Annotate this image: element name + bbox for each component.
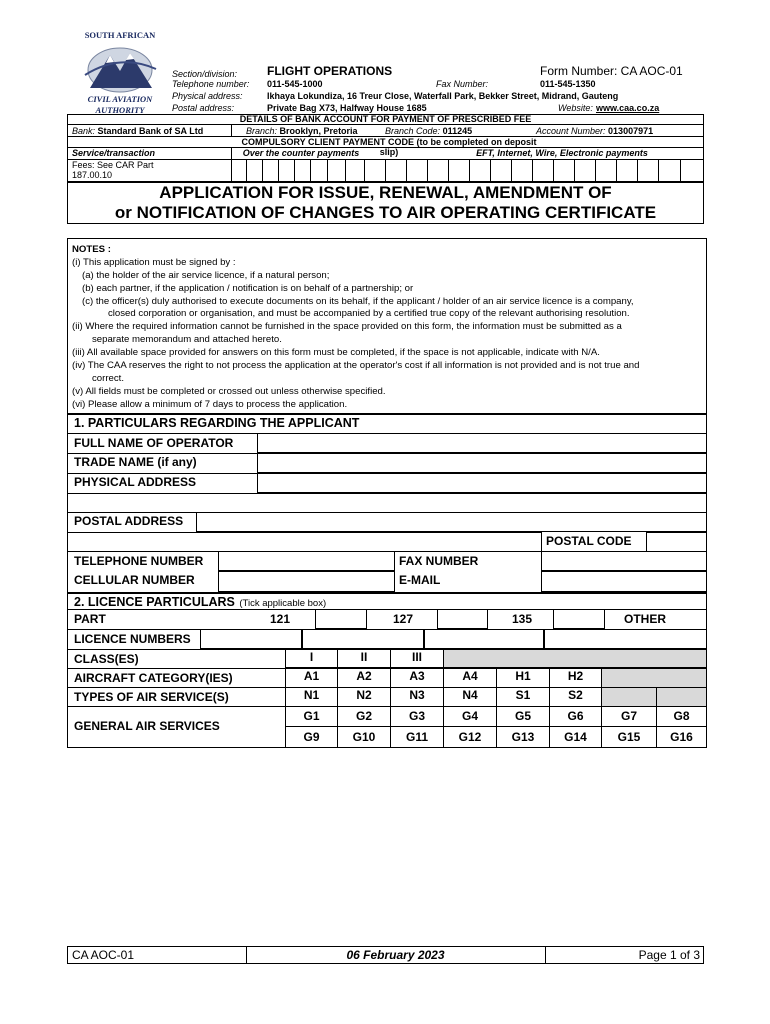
note-1c-line-2: closed corporation or organisation, and must be accompanied by a certified true copy of the relevant authorising resolution.: [108, 308, 630, 319]
general-g9[interactable]: G9: [285, 726, 338, 748]
postal-value: Private Bag X73, Halfway House 1685: [267, 103, 427, 113]
note-3: (iii) All available space provided for answers on this form must be completed, if the space is not applicable, indicate with N/A.: [72, 347, 600, 358]
category-a2[interactable]: A2: [337, 668, 391, 688]
telephone-value: 011-545-1000: [267, 79, 323, 89]
category-unused-area: [601, 668, 707, 688]
aircraft-category-label: AIRCRAFT CATEGORY(IES): [74, 671, 233, 685]
branch: [246, 126, 358, 136]
general-g12[interactable]: G12: [443, 726, 497, 748]
air-services-types-label: TYPES OF AIR SERVICE(S): [74, 690, 229, 704]
type-n4[interactable]: N4: [443, 687, 497, 707]
licence-number-field-4[interactable]: [544, 629, 707, 649]
general-g1[interactable]: G1: [285, 706, 338, 727]
part-other: OTHER: [624, 612, 666, 626]
class-i[interactable]: I: [285, 649, 338, 668]
footer-page-number: Page 1 of 3: [638, 948, 700, 962]
title-line-2: or NOTIFICATION OF CHANGES TO AIR OPERATING CERTIFICATE: [114, 203, 657, 222]
website-label: Website:: [558, 103, 593, 113]
type-n3[interactable]: N3: [390, 687, 444, 707]
general-g15[interactable]: G15: [601, 726, 657, 748]
fax-value: 011-545-1350: [540, 79, 596, 89]
section-label: Section/division:: [172, 69, 238, 79]
branch-code-label: Branch Code:: [385, 126, 441, 136]
email-label: E-MAIL: [399, 573, 441, 587]
general-g13[interactable]: G13: [496, 726, 550, 748]
type-unused-area-2: [656, 687, 707, 707]
physical-address-field-1[interactable]: [257, 473, 707, 493]
classes-label: CLASS(ES): [74, 652, 139, 666]
footer-form-number: CA AOC-01: [72, 948, 135, 962]
note-2-line-1: (ii) Where the required information cannot be furnished in the space provided on this form, the information must be submitted as a: [72, 321, 622, 332]
note-5: (v) All fields must be completed or crossed out unless otherwise specified.: [72, 386, 386, 397]
postal-address-field-1[interactable]: [196, 512, 707, 532]
postal-address-label: POSTAL ADDRESS: [74, 514, 184, 528]
type-s2[interactable]: S2: [549, 687, 602, 707]
note-6: (vi) Please allow a minimum of 7 days to process the application.: [72, 399, 348, 410]
note-4-line-1: (iv) The CAA reserves the right to not process the application at the operator's cost if all information is not provided and is not true and: [72, 360, 640, 371]
logo-mountain-icon: [80, 43, 160, 98]
postal-address-field-2[interactable]: [67, 532, 542, 552]
general-g6[interactable]: G6: [549, 706, 602, 727]
telephone-label: Telephone number:: [172, 79, 250, 89]
category-a1[interactable]: A1: [285, 668, 338, 688]
payment-code-title: COMPULSORY CLIENT PAYMENT CODE (to be completed on deposit slip): [241, 137, 537, 157]
part-121-checkbox[interactable]: [315, 609, 367, 629]
part-label: PART: [74, 612, 106, 626]
section-2-heading: 2. LICENCE PARTICULARS: [74, 595, 235, 609]
general-g3[interactable]: G3: [390, 706, 444, 727]
telephone-number-field[interactable]: [218, 551, 395, 571]
note-4-line-2: correct.: [92, 373, 124, 384]
account-value: 013007971: [608, 126, 654, 136]
branch-code-value: 011245: [442, 126, 473, 136]
general-g14[interactable]: G14: [549, 726, 602, 748]
full-name-field[interactable]: [257, 433, 707, 453]
notes-heading: NOTES :: [72, 244, 111, 255]
general-g5[interactable]: G5: [496, 706, 550, 727]
cellular-number-label: CELLULAR NUMBER: [74, 573, 195, 587]
class-unused-area: [443, 649, 707, 668]
bank-value: Standard Bank of SA Ltd: [97, 126, 204, 136]
physical-address-field-2[interactable]: [67, 493, 707, 513]
section-value: FLIGHT OPERATIONS: [267, 64, 393, 78]
caa-logo: [70, 30, 170, 120]
general-g8[interactable]: G8: [656, 706, 707, 727]
licence-number-field-3[interactable]: [424, 629, 544, 649]
physical-address-label: PHYSICAL ADDRESS: [74, 475, 197, 489]
logo-text-top: SOUTH AFRICAN: [84, 30, 156, 40]
note-1c-line-1: (c) the officer(s) duly authorised to execute documents on its behalf, if the applicant / holder of an air service licence is a company,: [82, 296, 634, 307]
licence-number-field-2[interactable]: [302, 629, 424, 649]
section-2-hint: (Tick applicable box): [239, 598, 327, 609]
section-1-heading: 1. PARTICULARS REGARDING THE APPLICANT: [74, 416, 360, 430]
note-1: (i) This application must be signed by :: [72, 257, 236, 268]
category-h2[interactable]: H2: [549, 668, 602, 688]
counter-payments-label: Over the counter payments: [242, 148, 360, 158]
part-127-checkbox[interactable]: [437, 609, 488, 629]
category-a4[interactable]: A4: [443, 668, 497, 688]
branch-label: Branch:: [246, 126, 278, 136]
trade-name-label: TRADE NAME (if any): [74, 455, 197, 469]
postal-code-field[interactable]: [646, 532, 707, 552]
account-label: Account Number:: [536, 126, 606, 136]
general-g7[interactable]: G7: [601, 706, 657, 727]
full-name-label: FULL NAME OF OPERATOR: [74, 436, 234, 450]
postal-code-label: POSTAL CODE: [546, 534, 632, 548]
part-121: 121: [269, 612, 291, 626]
cellular-number-field[interactable]: [218, 571, 395, 592]
category-h1[interactable]: H1: [496, 668, 550, 688]
class-iii[interactable]: III: [390, 649, 444, 668]
website-link[interactable]: www.caa.co.za: [596, 103, 660, 113]
type-s1[interactable]: S1: [496, 687, 550, 707]
note-2-line-2: separate memorandum and attached hereto.: [92, 334, 282, 345]
postal-label: Postal address:: [172, 103, 235, 113]
fees-line-1: Fees: See CAR Part: [72, 160, 154, 170]
fees-line-2: 187.00.10: [72, 170, 113, 180]
bank-label: Bank:: [72, 126, 96, 136]
physical-label: Physical address:: [172, 91, 243, 101]
logo-text-bottom-2: AUTHORITY: [95, 105, 145, 115]
note-1a: (a) the holder of the air service licence, if a natural person;: [82, 270, 330, 281]
part-135-checkbox[interactable]: [553, 609, 605, 629]
bank-title: DETAILS OF BANK ACCOUNT FOR PAYMENT OF PRESCRIBED FEE: [239, 114, 532, 124]
general-g11[interactable]: G11: [390, 726, 444, 748]
bank-name: [72, 126, 203, 136]
logo-text-bottom-1: CIVIL AVIATION: [87, 94, 153, 104]
part-127: 127: [392, 612, 414, 626]
telephone-number-label: TELEPHONE NUMBER: [74, 554, 204, 568]
branch-code: [385, 126, 472, 136]
class-ii[interactable]: II: [337, 649, 391, 668]
licence-numbers-label: LICENCE NUMBERS: [74, 632, 191, 646]
part-135: 135: [511, 612, 533, 626]
fax-label: Fax Number:: [436, 79, 489, 89]
account-number: [536, 126, 653, 136]
fax-number-label: FAX NUMBER: [399, 554, 479, 568]
physical-value: Ikhaya Lokundiza, 16 Treur Close, Waterfall Park, Bekker Street, Midrand, Gauteng: [267, 91, 619, 101]
general-g10[interactable]: G10: [337, 726, 391, 748]
general-g16[interactable]: G16: [656, 726, 707, 748]
general-g4[interactable]: G4: [443, 706, 497, 727]
licence-number-field-1[interactable]: [200, 629, 302, 649]
type-unused-area-1: [601, 687, 657, 707]
general-air-services-label: GENERAL AIR SERVICES: [74, 719, 220, 733]
type-n2[interactable]: N2: [337, 687, 391, 707]
fax-number-field[interactable]: [541, 551, 707, 571]
category-a3[interactable]: A3: [390, 668, 444, 688]
title-line-1: APPLICATION FOR ISSUE, RENEWAL, AMENDMENT OF: [159, 183, 612, 202]
general-g2[interactable]: G2: [337, 706, 391, 727]
type-n1[interactable]: N1: [285, 687, 338, 707]
form-number: Form Number: CA AOC-01: [540, 64, 683, 78]
service-transaction-label: Service/transaction: [72, 148, 156, 158]
footer-date: 06 February 2023: [346, 948, 445, 962]
trade-name-field[interactable]: [257, 453, 707, 473]
branch-value: Brooklyn, Pretoria: [279, 126, 358, 136]
note-1b: (b) each partner, if the application / notification is on behalf of a partnership; or: [82, 283, 414, 294]
eft-payments-label: EFT, Internet, Wire, Electronic payments: [476, 148, 648, 158]
email-field[interactable]: [541, 571, 707, 592]
